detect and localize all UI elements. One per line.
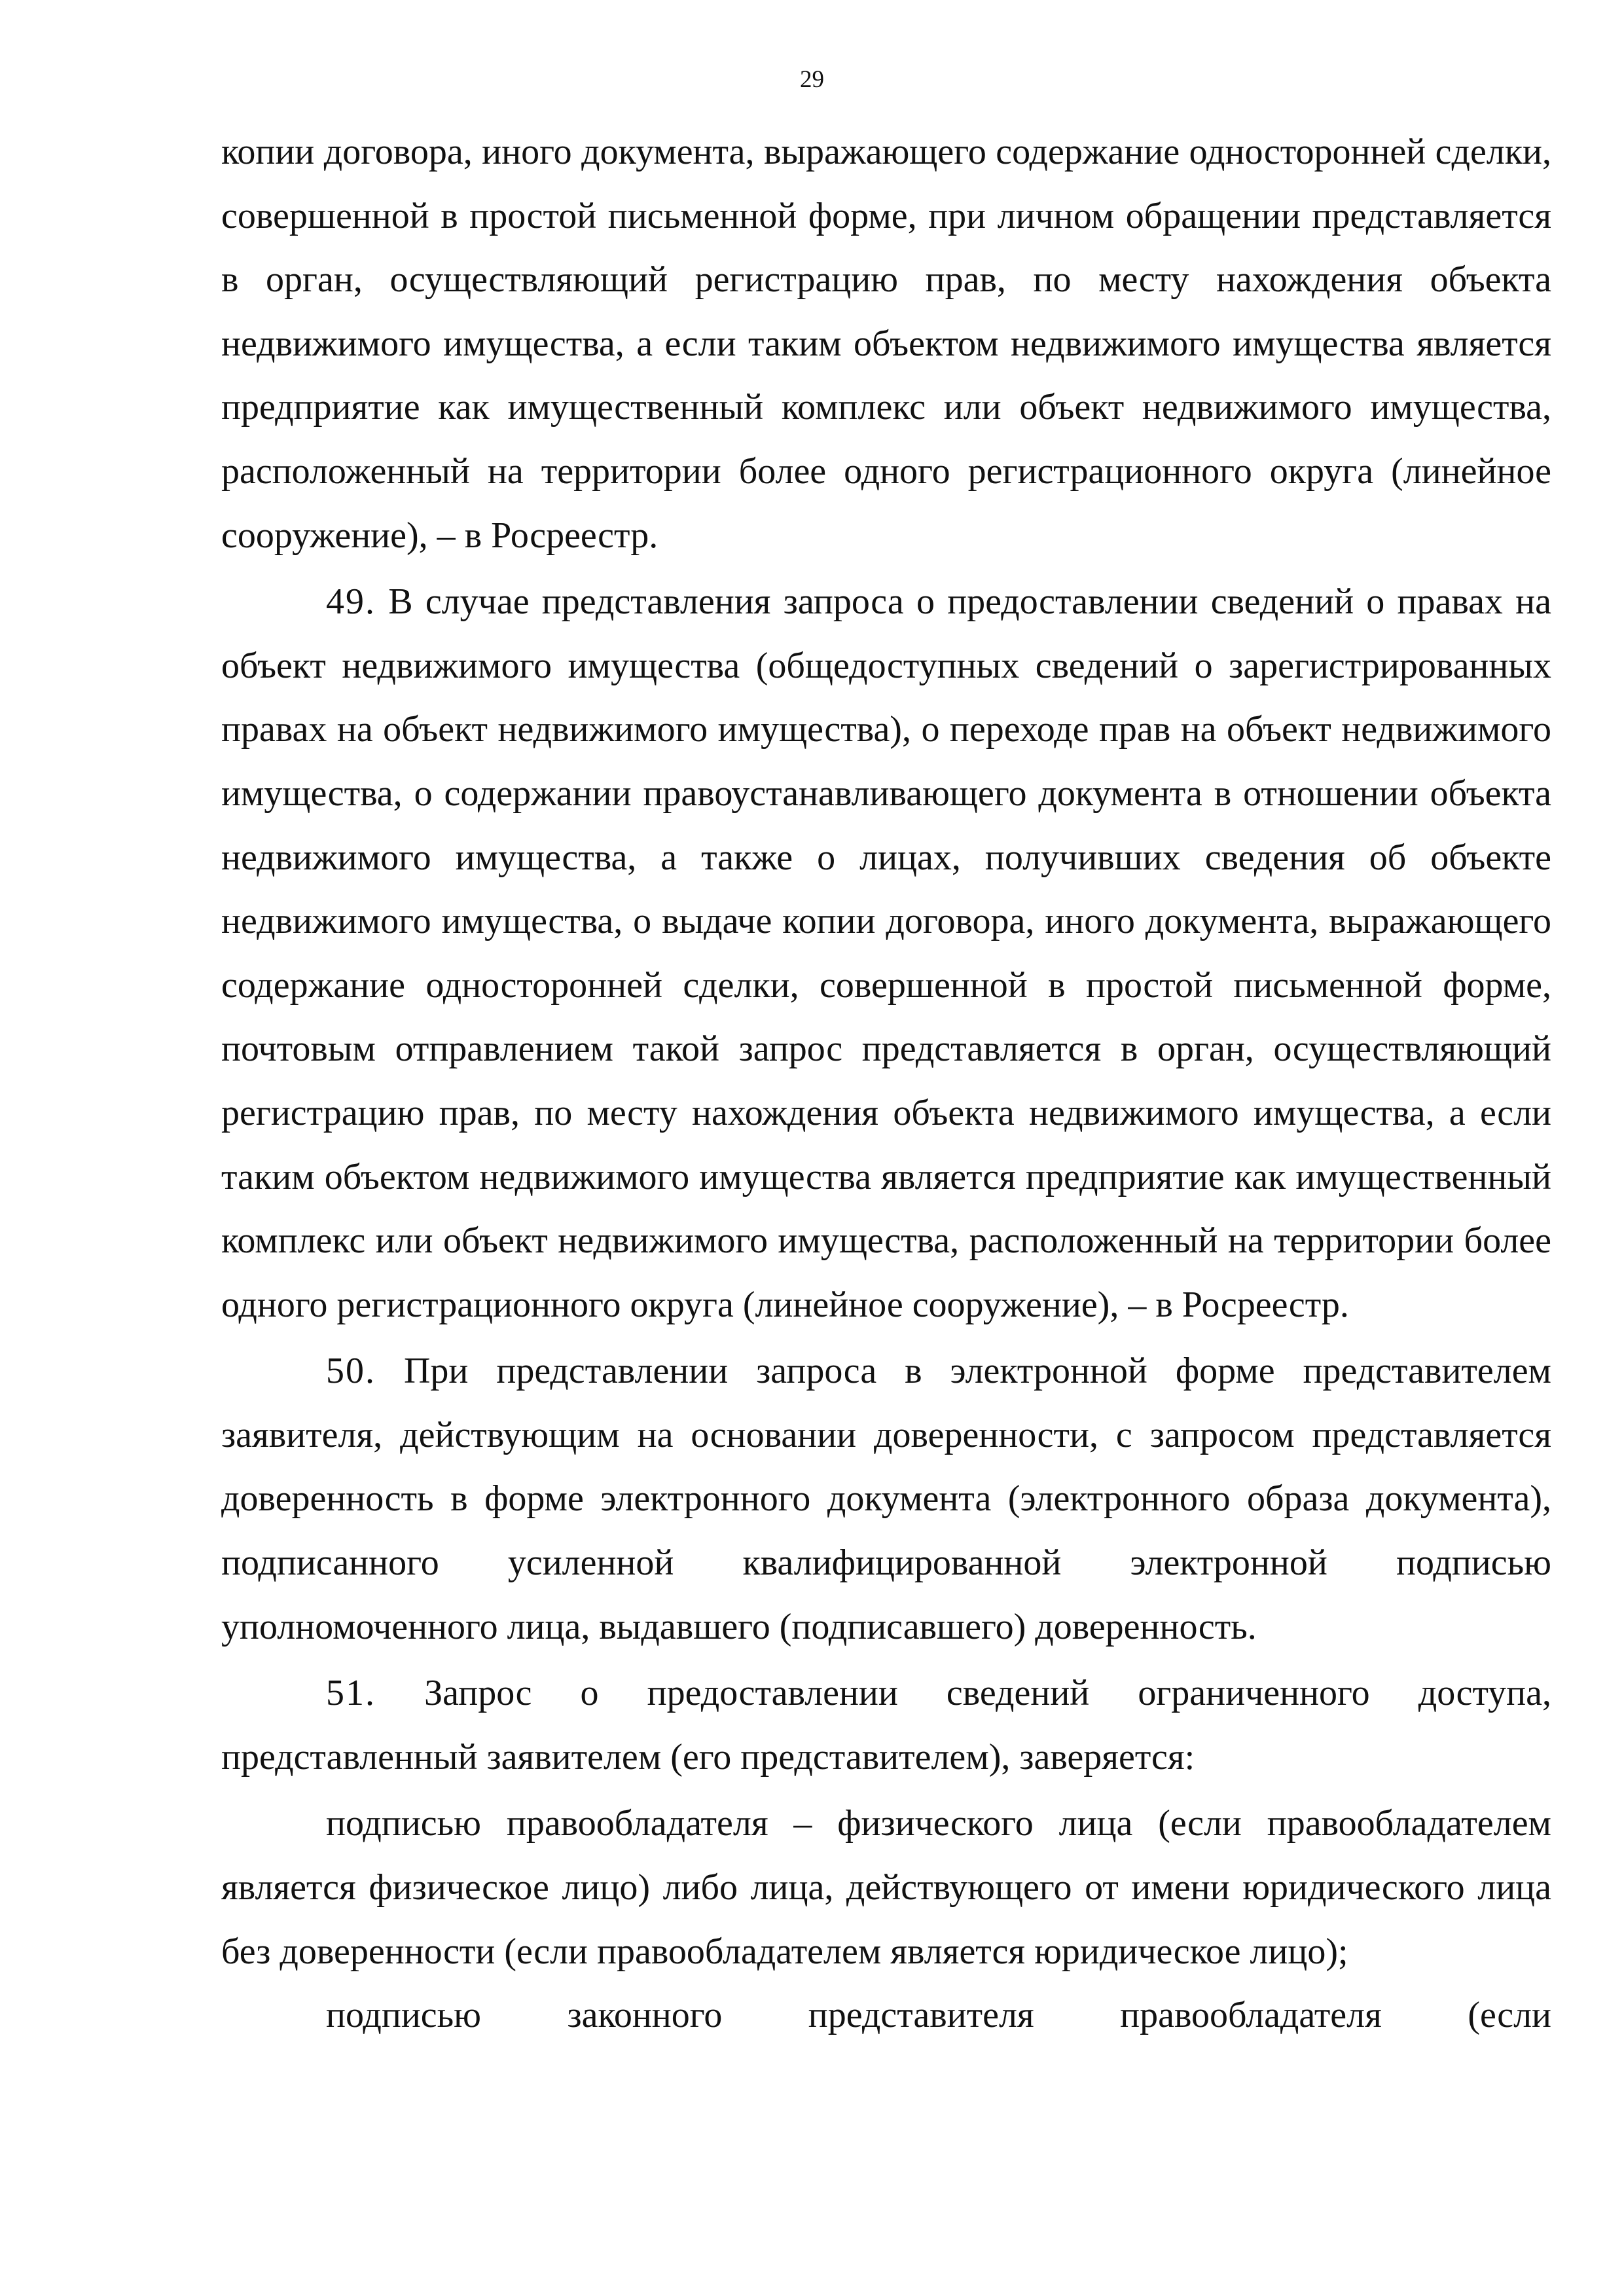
paragraph-number: 51. [326, 1673, 376, 1714]
paragraph-50 [221, 1339, 1551, 1659]
paragraph-text: подписью правообладателя – физического лица (если правообладателем является физическое лицо) либо лица, действующего от имени юридического лица без доверенности (если правообладателем является юридическое лицо); [221, 1803, 1551, 1972]
paragraph-text: В случае представления запроса о предоставлении сведений о правах на объект недвижимого имущества (общедоступных сведений о зарегистрированных правах на объект недвижимого имущества), о переходе прав на объект недвижимого имущества, о содержании правоустанавливающего документа в отношении объекта недвижимого имущества, а также о лицах, получивших сведения об объекте недвижимого имущества, о выдаче копии договора, иного документа, выражающего содержание односторонней сделки, совершенной в простой письменной форме, почтовым отправлением такой запрос представляется в орган, осуществляющий регистрацию прав, по месту нахождения объекта недвижимого имущества, а если таким объектом недвижимого имущества является предприятие как имущественный комплекс или объект недвижимого имущества, расположенный на территории более одного регистрационного округа (линейное сооружение), – в Росреестр. [221, 581, 1552, 1325]
paragraph-number: 50. [326, 1351, 376, 1392]
paragraph-number: 49. [326, 581, 376, 623]
paragraph-continuation [221, 120, 1551, 568]
paragraph-51-item-2 [221, 1984, 1551, 2048]
paragraph-text: Запрос о предоставлении сведений ограниченного доступа, представленный заявителем (его представителем), заверяется: [221, 1673, 1552, 1777]
paragraph-51-item-1 [221, 1792, 1551, 1984]
paragraph-text: копии договора, иного документа, выражающего содержание односторонней сделки, совершенной в простой письменной форме, при личном обращении представляется в орган, осуществляющий регистрацию прав, по месту нахождения объекта недвижимого имущества, а если таким объектом недвижимого имущества является предприятие как имущественный комплекс или объект недвижимого имущества, расположенный на территории более одного регистрационного округа (линейное сооружение), – в Росреестр. [221, 132, 1551, 556]
document-body [221, 120, 1551, 2048]
paragraph-49 [221, 570, 1551, 1337]
paragraph-text: подписью законного представителя правообладателя (если [326, 1995, 1551, 2036]
page-number: 29 [800, 66, 824, 93]
paragraph-51 [221, 1662, 1551, 1789]
paragraph-text: При представлении запроса в электронной форме представителем заявителя, действующим на основании доверенности, с запросом представляется доверенность в форме электронного документа (электронного образа документа), подписанного усиленной квалифицированной электронной подписью уполномоченного лица, выдавшего (подписавшего) доверенность. [221, 1351, 1551, 1647]
